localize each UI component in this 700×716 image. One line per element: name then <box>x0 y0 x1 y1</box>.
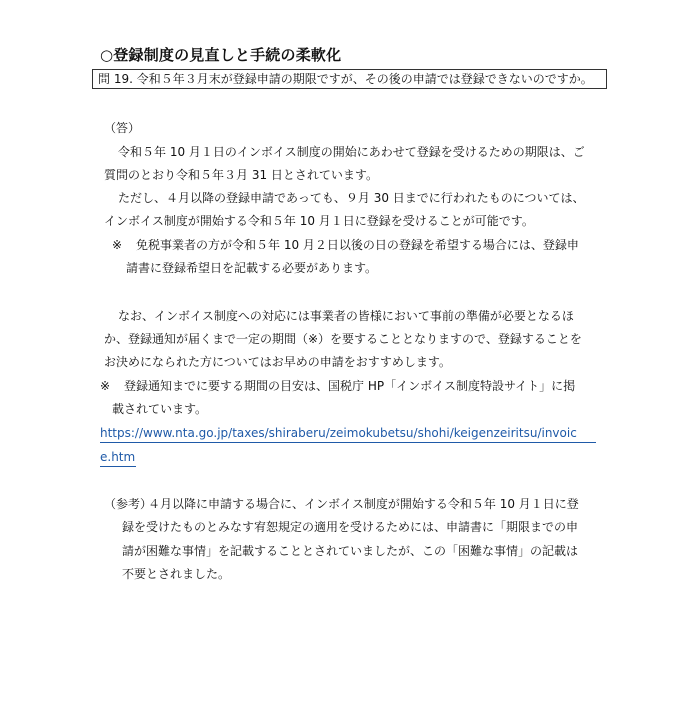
question-box: 問 19. 令和５年３月末が登録申請の期限ですが、その後の申請では登録できないのですか。 <box>92 69 607 89</box>
note-line: 請書に登録希望日を記載する必要があります。 <box>126 261 378 275</box>
reference-line: 請が困難な事情」を記載することとされていましたが、この「困難な事情」の記載は <box>122 544 579 558</box>
reference-label: （参考） <box>104 497 153 511</box>
paragraph-line: なお、インボイス制度への対応には事業者の皆様において事前の準備が必要となるほ <box>118 309 574 323</box>
answer-line: インボイス制度が開始する令和５年 10 月１日に登録を受けることが可能です。 <box>104 214 534 228</box>
link-underline <box>100 442 596 443</box>
reference-line: ４月以降に申請する場合に、インボイス制度が開始する令和５年 10 月１日に登 <box>148 497 579 511</box>
reference-line: 録を受けたものとみなす宥恕規定の適用を受けるためには、申請書に「期限までの申 <box>122 520 579 534</box>
answer-label: （答） <box>104 121 141 135</box>
link-underline <box>100 466 136 467</box>
note-mark: ※ <box>112 238 123 252</box>
section-heading: ○登録制度の見直しと手続の柔軟化 <box>100 46 342 64</box>
paragraph-line: お決めになられた方についてはお早めの申請をおすすめします。 <box>104 355 451 369</box>
note-mark: ※ <box>100 379 111 393</box>
site-link[interactable]: https://www.nta.go.jp/taxes/shiraberu/zeimokubetsu/shohi/keigenzeiritsu/invoic <box>100 426 577 440</box>
paragraph-line: か、登録通知が届くまで一定の期間（※）を要することとなりますので、登録することを <box>104 332 582 346</box>
site-link[interactable]: e.htm <box>100 450 136 464</box>
answer-line: 令和５年 10 月１日のインボイス制度の開始にあわせて登録を受けるための期限は、ご <box>118 145 585 159</box>
answer-line: ただし、４月以降の登録申請であっても、９月 30 日までに行われたものについては、 <box>118 191 585 205</box>
answer-line: 質問のとおり令和５年３月 31 日とされています。 <box>104 168 378 182</box>
note-line: 登録通知までに要する期間の目安は、国税庁 HP「インボイス制度特設サイト」に掲 <box>124 379 576 393</box>
reference-line: 不要とされました。 <box>122 567 231 581</box>
note-line: 免税事業者の方が令和５年 10 月２日以後の日の登録を希望する場合には、登録申 <box>136 238 579 252</box>
note-line: 載されています。 <box>112 402 208 416</box>
